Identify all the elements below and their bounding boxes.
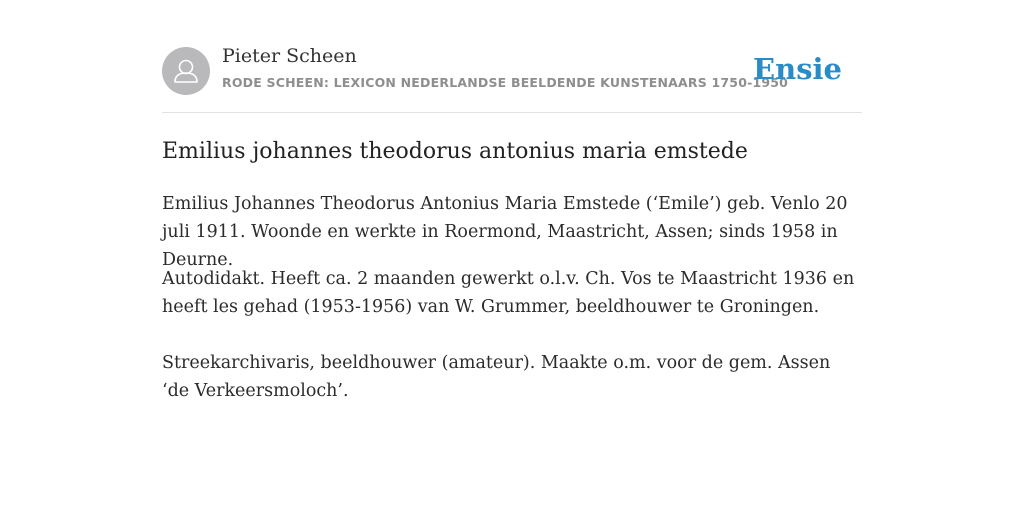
author-name[interactable]: Pieter Scheen	[222, 45, 357, 67]
user-placeholder-icon	[162, 47, 210, 95]
article-paragraph-3: Streekarchivaris, beeldhouwer (amateur). Maakte o.m. voor de gem. Assen ‘de Verkeersmoloch’.	[162, 353, 831, 401]
article-paragraph-1: Emilius Johannes Theodorus Antonius Maria Emstede (‘Emile’) geb. Venlo 20 juli 1911. Woonde en werkte in Roermond, Maastricht, Assen; sinds 1958 in Deurne.	[162, 194, 848, 270]
article-title: Emilius johannes theodorus antonius maria emstede	[162, 139, 748, 164]
ensie-logo[interactable]: Ensie	[753, 52, 842, 86]
article-header	[162, 0, 862, 113]
article-card	[162, 0, 862, 401]
avatar[interactable]	[162, 47, 210, 95]
source-title[interactable]: RODE SCHEEN: LEXICON NEDERLANDSE BEELDENDE KUNSTENAARS 1750-1950	[222, 75, 789, 90]
article-paragraph-2: Autodidakt. Heeft ca. 2 maanden gewerkt o.l.v. Ch. Vos te Maastricht 1936 en heeft les gehad (1953-1956) van W. Grummer, beeldhouwer te Groningen.	[162, 269, 855, 317]
